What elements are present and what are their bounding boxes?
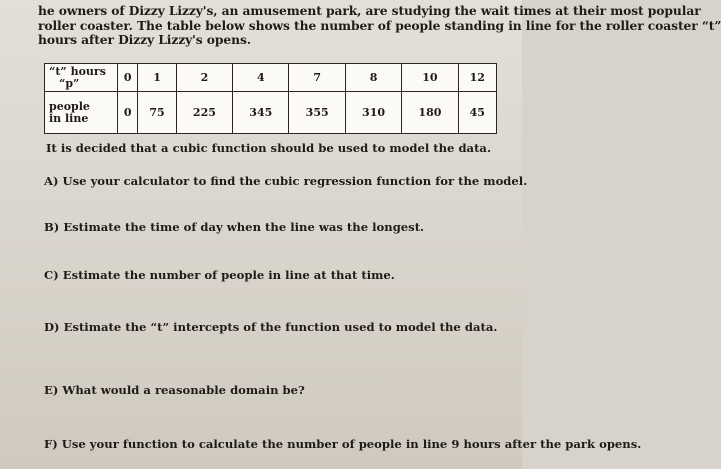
table-cell: 75	[138, 92, 176, 134]
question-c: C) Estimate the number of people in line at that time.	[44, 268, 395, 282]
table-cell: 7	[289, 64, 345, 92]
question-b: B) Estimate the time of day when the line was the longest.	[44, 220, 425, 234]
table-cell: 0	[118, 92, 138, 134]
row-header-hours-label: “t” hours	[49, 64, 106, 78]
model-statement: It is decided that a cubic function should be used to model the data.	[46, 141, 491, 155]
table-cell: 8	[345, 64, 401, 92]
row-header-hours	[45, 64, 118, 92]
row-header-people-label: people	[49, 99, 90, 113]
question-f: F) Use your function to calculate the number of people in line 9 hours after the park opens.	[44, 437, 642, 451]
table-cell: 180	[402, 92, 458, 134]
intro-line-3: hours after Dizzy Lizzy's opens.	[38, 32, 251, 47]
table-cell: 4	[233, 64, 289, 92]
table-row-people	[45, 92, 497, 134]
question-a: A) Use your calculator to find the cubic regression function for the model.	[44, 174, 528, 188]
table-cell: 225	[176, 92, 232, 134]
table-cell: 355	[289, 92, 345, 134]
row-header-inline-label: in line	[49, 111, 89, 125]
table-cell: 2	[176, 64, 232, 92]
row-header-p-label: “p”	[59, 76, 80, 90]
table-cell: 1	[138, 64, 176, 92]
intro-line-2: roller coaster. The table below shows the number of people standing in line for the roller coaster “t”	[38, 17, 721, 33]
wait-time-table	[44, 63, 497, 134]
question-e: E) What would a reasonable domain be?	[44, 383, 305, 397]
table-cell: 10	[402, 64, 458, 92]
row-header-people	[45, 92, 118, 134]
table-cell: 12	[458, 64, 496, 92]
table-cell: 345	[233, 92, 289, 134]
table-cell: 310	[345, 92, 401, 134]
intro-line-1: he owners of Dizzy Lizzy's, an amusement park, are studying the wait times at their most popular	[38, 3, 701, 18]
table-row-hours	[45, 64, 497, 92]
problem-intro	[38, 3, 721, 48]
table-cell: 45	[458, 92, 496, 134]
question-d: D) Estimate the “t” intercepts of the function used to model the data.	[44, 320, 498, 334]
table-cell: 0	[118, 64, 138, 92]
